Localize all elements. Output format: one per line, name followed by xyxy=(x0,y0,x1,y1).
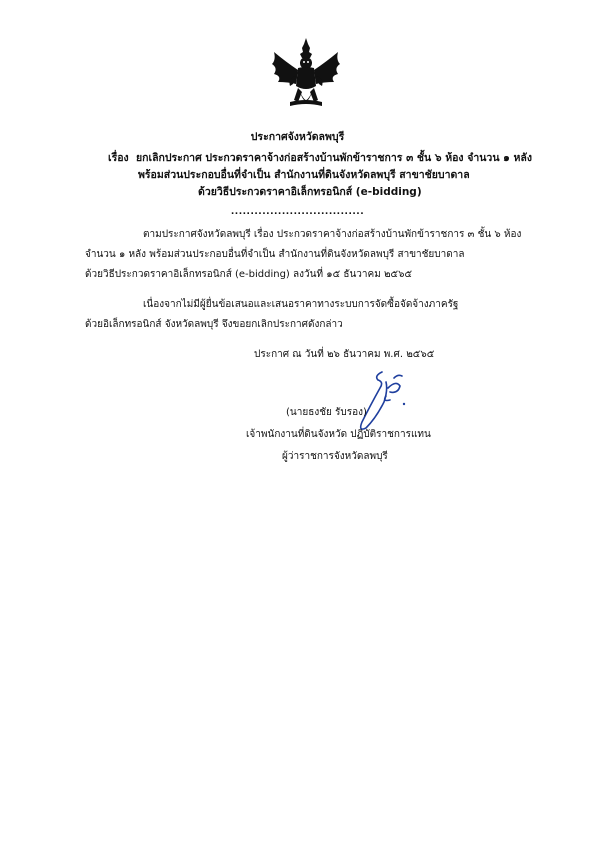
garuda-emblem-icon xyxy=(268,36,344,114)
separator-dots: .................................. xyxy=(230,207,365,217)
subject-block xyxy=(108,150,532,167)
subject-line-3: ด้วยวิธีประกวดราคาอิเล็กทรอนิกส์ (e-bidding) xyxy=(198,186,422,198)
subject-line-1 xyxy=(108,150,532,167)
document-title: ประกาศจังหวัดลพบุรี xyxy=(250,131,345,143)
subject-text-1: ยกเลิกประกาศ ประกวดราคาจ้างก่อสร้างบ้านพักข้าราชการ ๓ ชั้น ๖ ห้อง จำนวน ๑ หลัง xyxy=(135,152,532,164)
announcement-date: ประกาศ ณ วันที่ ๒๖ ธันวาคม พ.ศ. ๒๕๖๕ xyxy=(254,349,435,360)
paragraph-1-line-1: ตามประกาศจังหวัดลพบุรี เรื่อง ประกวดราคาจ้างก่อสร้างบ้านพักข้าราชการ ๓ ชั้น ๖ ห้อง xyxy=(143,229,522,240)
subject-label: เรื่อง xyxy=(108,152,129,164)
paragraph-1-line-3: ด้วยวิธีประกวดราคาอิเล็กทรอนิกส์ (e-bidding) ลงวันที่ ๑๕ ธันวาคม ๒๕๖๕ xyxy=(85,269,413,280)
signer-position-2: ผู้ว่าราชการจังหวัดลพบุรี xyxy=(282,451,388,462)
signer-position-1: เจ้าพนักงานที่ดินจังหวัด ปฏิบัติราชการแทน xyxy=(246,429,431,440)
paragraph-2-line-2: ด้วยอิเล็กทรอนิกส์ จังหวัดลพบุรี จึงขอยกเลิกประกาศดังกล่าว xyxy=(85,319,343,330)
handwritten-signature-icon xyxy=(352,366,422,436)
subject-line-2: พร้อมส่วนประกอบอื่นที่จำเป็น สำนักงานที่ดินจังหวัดลพบุรี สาขาชัยบาดาล xyxy=(138,169,470,181)
signer-name: (นายธงชัย รับรอง) xyxy=(286,407,367,418)
paragraph-1-line-2: จำนวน ๑ หลัง พร้อมส่วนประกอบอื่นที่จำเป็น สำนักงานที่ดินจังหวัดลพบุรี สาขาชัยบาดาล xyxy=(85,249,465,260)
paragraph-2-line-1: เนื่องจากไม่มีผู้ยื่นข้อเสนอและเสนอราคาทางระบบการจัดซื้อจัดจ้างภาครัฐ xyxy=(143,299,459,310)
